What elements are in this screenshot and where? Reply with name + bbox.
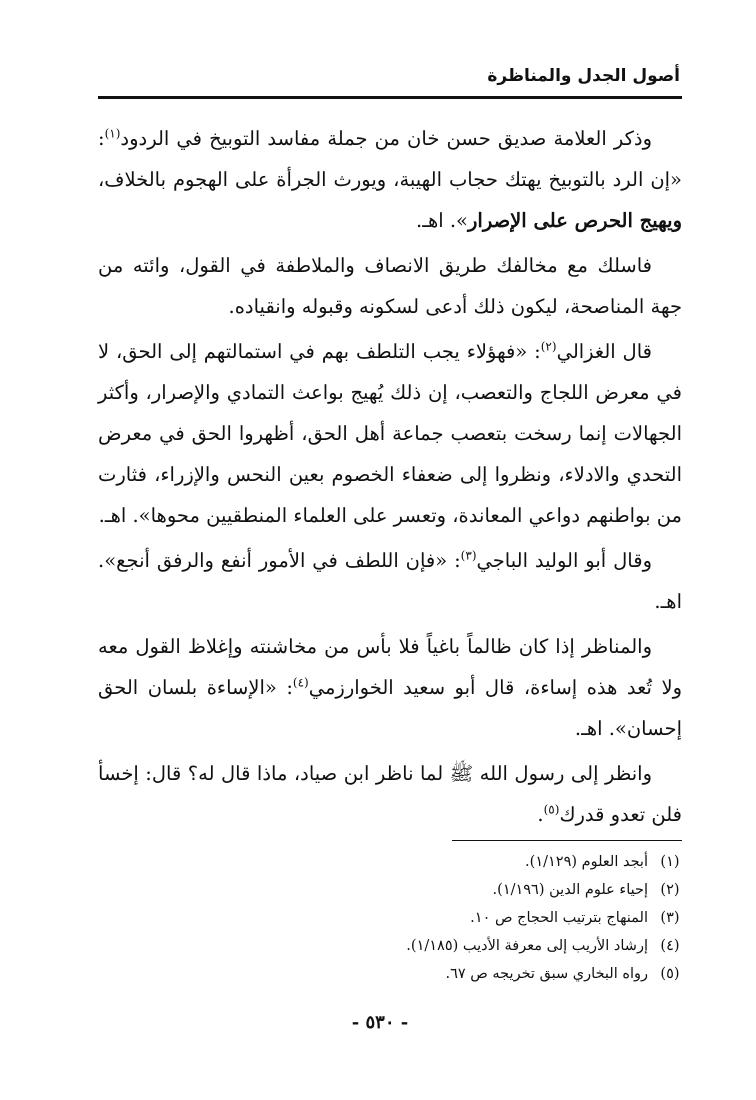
running-header xyxy=(98,62,680,90)
footnote-separator xyxy=(452,840,682,841)
footnote-item xyxy=(300,848,682,876)
footnotes xyxy=(300,848,682,988)
footnote-ref-4: (٤) xyxy=(292,675,309,690)
paragraph-5-text: والمناظر إذا كان ظالماً باغياً فلا بأس من مخاشنته وإغلاظ القول معه ولا تُعد هذه إساءة، قال أبو سعيد الخوارزمي xyxy=(98,635,682,699)
footnote-number: (٥) xyxy=(660,966,680,982)
footnote-number: (١) xyxy=(660,854,680,870)
main-text xyxy=(98,118,682,835)
paragraph-5 xyxy=(98,626,682,749)
paragraph-1 xyxy=(98,118,682,241)
paragraph-1-bold: ويهيج الحرص على الإصرار xyxy=(468,209,682,232)
footnote-text: إحياء علوم الدين (١/١٩٦). xyxy=(492,882,648,898)
paragraph-3-quote: : «فهؤلاء يجب التلطف بهم في استمالتهم إلى الحق، لا في معرض اللجاج والتعصب، إن ذلك يُهيج بواعث التمادي والإصرار، وأكثر الجهالات إنما رسخت بتعصب جماعة أهل الحق، أظهروا الحق في معرض التحدي والادلاء، ونظروا إلى ضعفاء الخصوم بعين النحس والإزراء، فثارت من بواطنهم دواعي المعاندة، وتعسر على العلماء المنطقيين محوها». اهـ. xyxy=(98,340,682,527)
header-rule xyxy=(98,96,682,99)
paragraph-1-quote: : «إن الرد بالتوبيخ يهتك حجاب الهيبة، ويورث الجرأة على الهجوم بالخلاف، xyxy=(98,127,682,191)
footnote-number: (٢) xyxy=(660,882,680,898)
paragraph-4-text: وقال أبو الوليد الباجي xyxy=(476,549,652,572)
paragraph-6 xyxy=(98,753,682,835)
footnote-ref-3: (٣) xyxy=(460,548,477,563)
footnote-number: (٣) xyxy=(660,910,680,926)
paragraph-3 xyxy=(98,331,682,536)
footnote-text: رواه البخاري سبق تخريجه ص ٦٧. xyxy=(445,966,648,982)
paragraph-6-text: وانظر إلى رسول الله ﷺ لما ناظر ابن صياد، ماذا قال له؟ قال: إخسأ فلن تعدو قدرك xyxy=(98,762,682,826)
paragraph-3-text: قال الغزالي xyxy=(556,340,652,363)
paragraph-2 xyxy=(98,245,682,327)
paragraph-6-end: . xyxy=(537,803,544,826)
footnote-item xyxy=(300,904,682,932)
paragraph-4-quote: : «فإن اللطف في الأمور أنفع والرفق أنجع». اهـ. xyxy=(98,549,682,613)
footnote-number: (٤) xyxy=(660,938,680,954)
paragraph-1-text: وذكر العلامة صديق حسن خان من جملة مفاسد التوبيخ في الردود xyxy=(120,127,652,150)
paragraph-2-text: فاسلك مع مخالفك طريق الانصاف والملاطفة في القول، وائته من جهة المناصحة، ليكون ذلك أدعى لسكونه وقبوله وانقياده. xyxy=(98,254,682,318)
footnote-ref-2: (٢) xyxy=(540,339,557,354)
footnote-ref-5: (٥) xyxy=(543,802,560,817)
footnote-item xyxy=(300,876,682,904)
header-title: أصول الجدل والمناظرة xyxy=(487,66,680,86)
footnote-text: أبجد العلوم (١/١٢٩). xyxy=(525,854,648,870)
page-number: - ٥٣٠ - xyxy=(351,1012,409,1033)
footnote-item xyxy=(300,960,682,988)
footnote-text: المنهاج بترتيب الحجاج ص ١٠. xyxy=(470,910,648,926)
paragraph-1-end: ». اهـ. xyxy=(416,209,468,232)
paragraph-4 xyxy=(98,540,682,622)
footnote-ref-1: (١) xyxy=(104,126,121,141)
paragraph-5-quote: : «الإساءة بلسان الحق إحسان». اهـ. xyxy=(98,676,682,740)
footnote-text: إرشاد الأريب إلى معرفة الأديب (١/١٨٥). xyxy=(406,938,648,954)
footnote-item xyxy=(300,932,682,960)
